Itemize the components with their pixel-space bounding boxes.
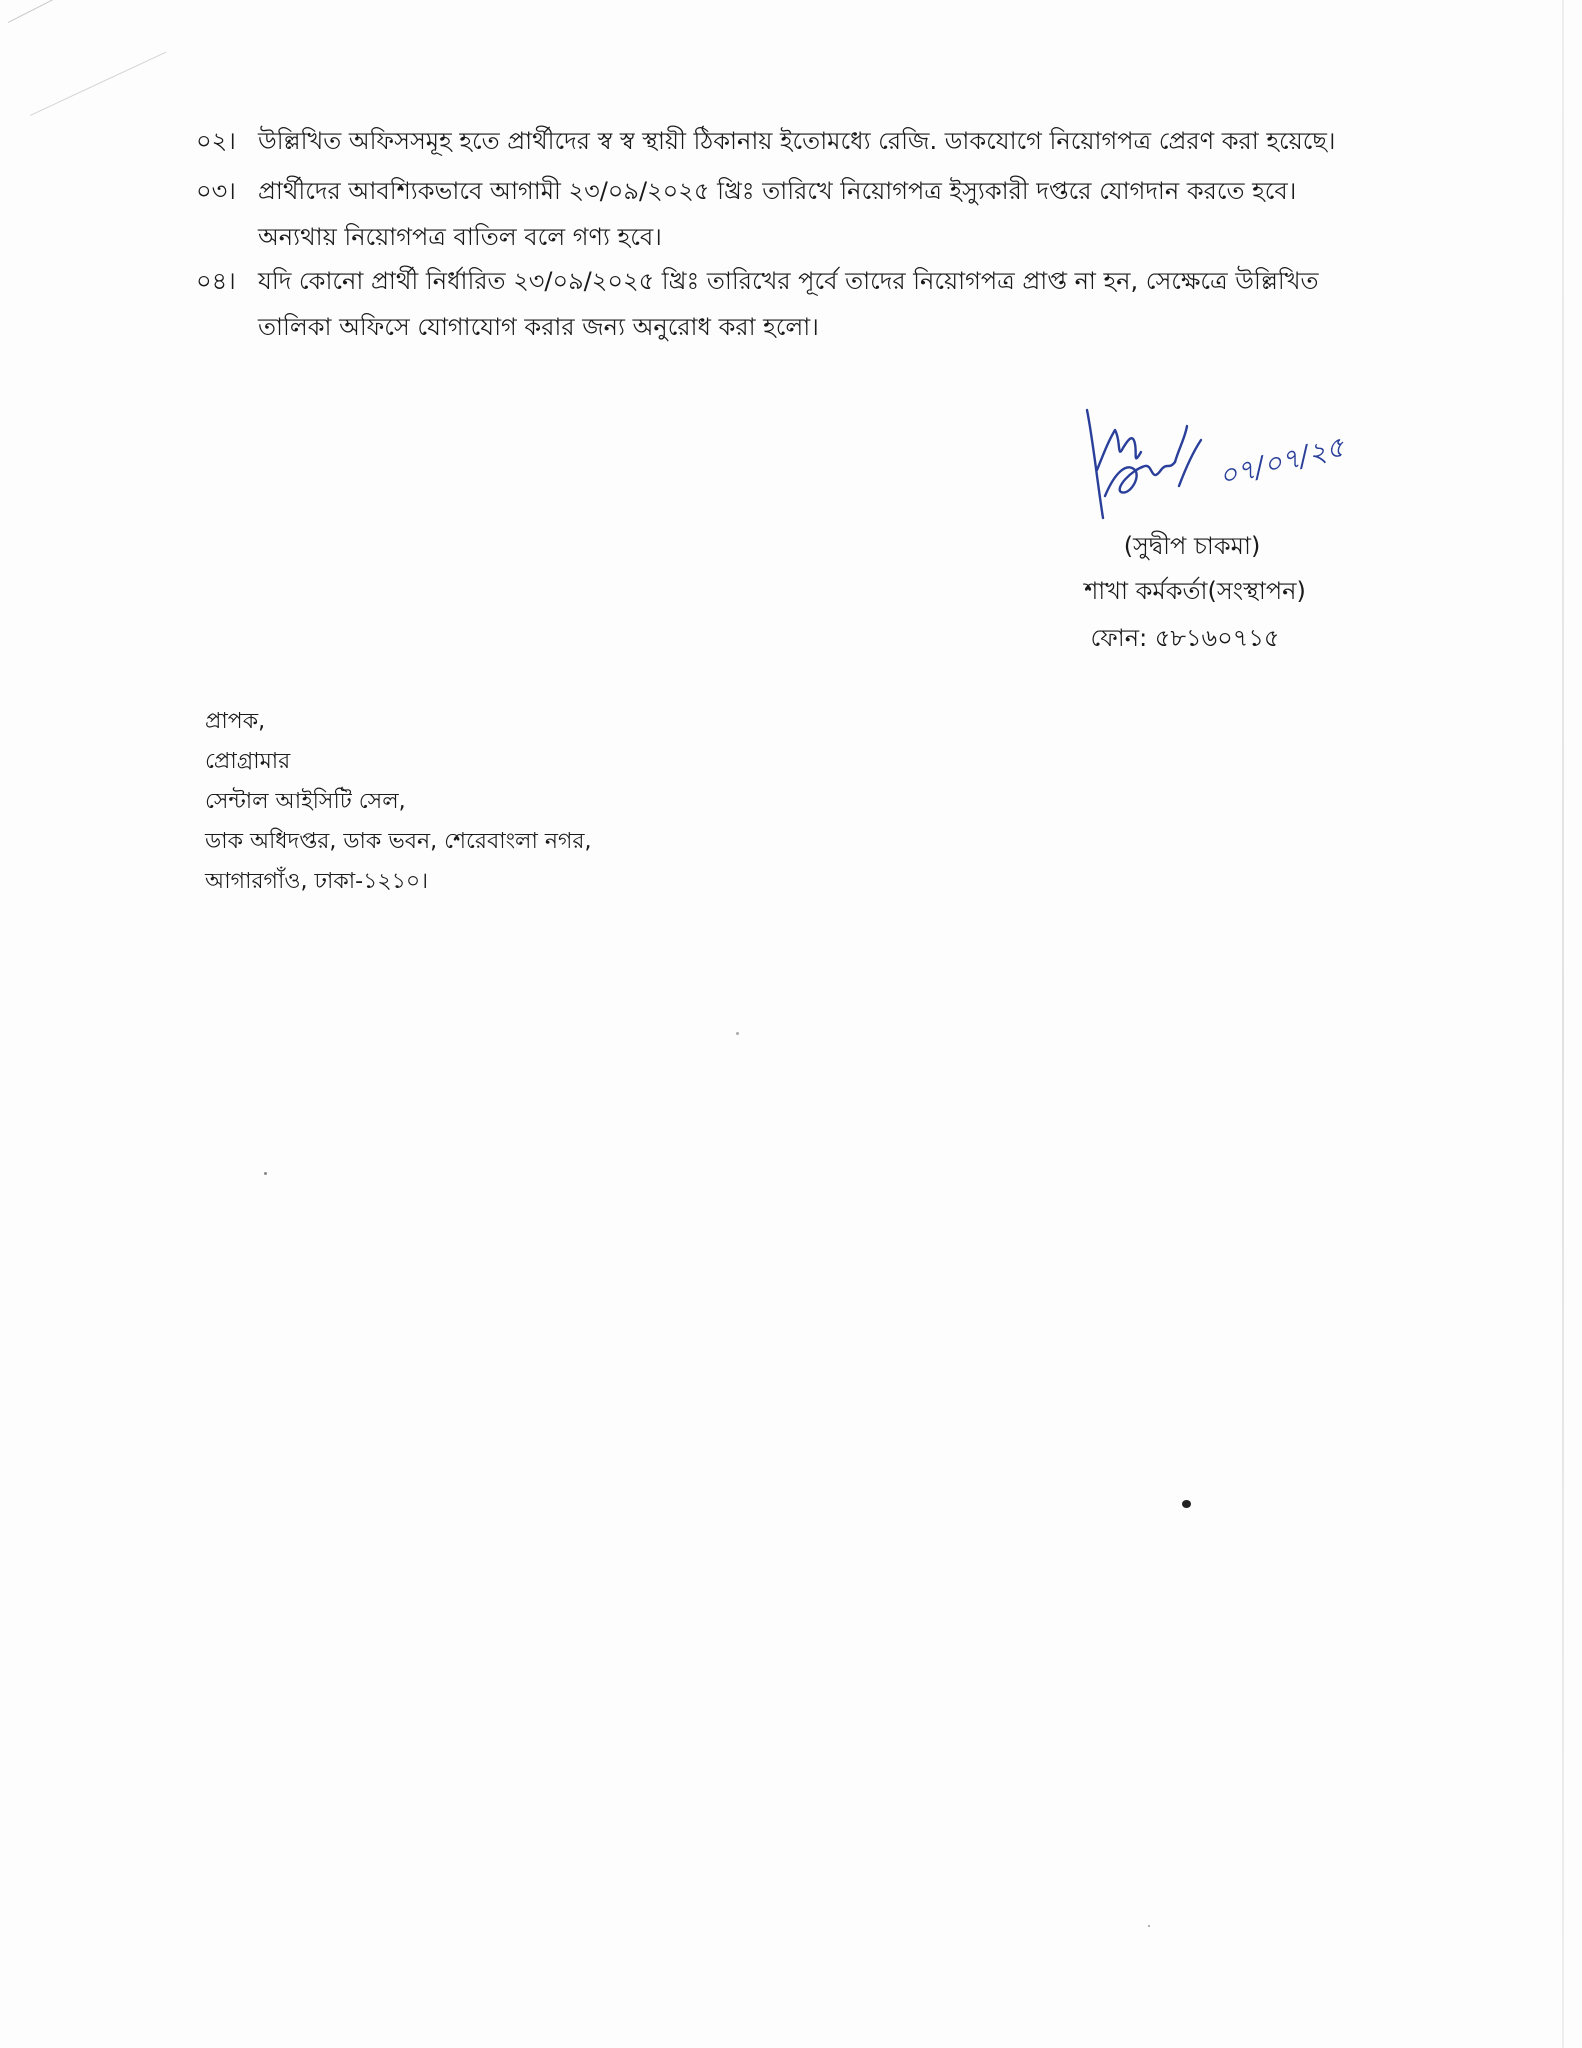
dust-speck [736, 1032, 739, 1035]
paragraph-03 [196, 168, 1426, 260]
paragraph-02 [196, 118, 1426, 164]
handwritten-date: ০৭/০৭/২৫ [1215, 430, 1348, 494]
paragraph-number: ০২। [196, 127, 236, 155]
ink-speck [1182, 1500, 1191, 1508]
paragraph-text: প্রার্থীদের আবশ্যিকভাবে আগামী ২৩/০৯/২০২৫ খ্রিঃ তারিখে নিয়োগপত্র ইস্যুকারী দপ্তরে যোগদান করতে হবে। [258, 177, 1297, 205]
paragraph-number: ০৩। [196, 177, 236, 205]
paragraph-text: উল্লিখিত অফিসসমূহ হতে প্রার্থীদের স্ব স্ব স্থায়ী ঠিকানায় ইতোমধ্যে রেজি. ডাকযোগে নিয়োগপত্র প্রেরণ করা হয়েছে। [258, 127, 1336, 155]
recipient-office: সেন্টাল আইসিটি সেল, [205, 789, 406, 814]
paragraph-text-continued: অন্যথায় নিয়োগপত্র বাতিল বলে গণ্য হবে। [258, 223, 662, 251]
scan-artifact-line [8, 0, 204, 23]
paragraph-number: ০৪। [196, 267, 236, 295]
signer-name: (সুদ্বীপ চাকমা) [1123, 532, 1261, 560]
recipient-label: প্রাপক, [205, 709, 266, 734]
signer-designation: শাখা কর্মকর্তা(সংস্থাপন) [1084, 577, 1306, 605]
scan-artifact-line [30, 52, 166, 116]
dust-speck [264, 1172, 267, 1175]
recipient-address-line: আগারগাঁও, ঢাকা-১২১০। [205, 869, 429, 894]
paragraph-04 [196, 258, 1426, 350]
recipient-address-line: ডাক অধিদপ্তর, ডাক ভবন, শেরেবাংলা নগর, [205, 829, 592, 854]
recipient-designation: প্রোগ্রামার [205, 749, 291, 774]
paragraph-text: যদি কোনো প্রার্থী নির্ধারিত ২৩/০৯/২০২৫ খ্রিঃ তারিখের পূর্বে তাদের নিয়োগপত্র প্রাপ্ত না হন, সেক্ষেত্রে উল্লিখিত [258, 267, 1319, 295]
dust-speck [1148, 1925, 1150, 1927]
scan-page-edge [1562, 0, 1564, 2048]
signer-phone: ফোন: ৫৮১৬০৭১৫ [1090, 624, 1280, 652]
paragraph-text-continued: তালিকা অফিসে যোগাযোগ করার জন্য অনুরোধ করা হলো। [258, 313, 819, 341]
